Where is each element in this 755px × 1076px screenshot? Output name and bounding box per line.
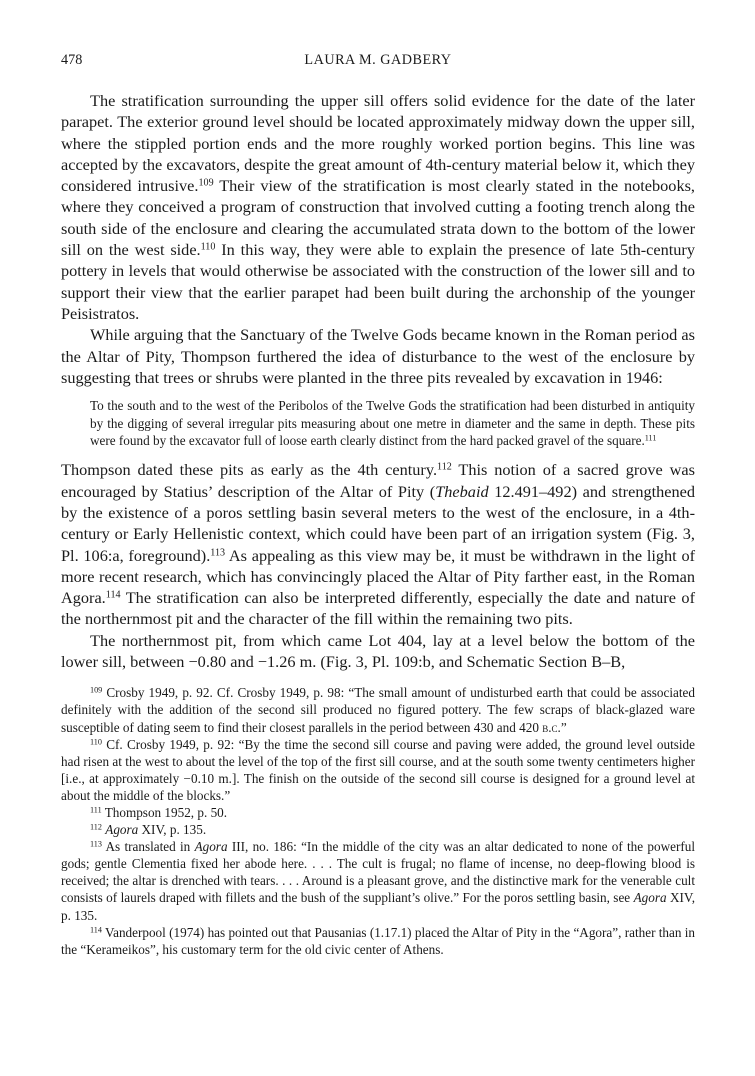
block-quote xyxy=(90,397,695,449)
footnote-112 xyxy=(61,821,695,838)
quote-text: To the south and to the west of the Peribolos of the Twelve Gods the stratification had been disturbed in antiquity by the digging of several irregular pits measuring about one metre in diameter and the same in depth. These pits were found by the excavator full of loose earth clearly distinct from the hard packed gravel of the square. xyxy=(90,398,695,448)
p3-text-b: This notion of a sacred grove was encouraged by Statius’ description of the Altar of Pity ( xyxy=(61,460,695,501)
footnote-text: Cf. Crosby 1949, p. 92: “By the time the second sill course and paving were added, the ground level outside had risen at the west to about the level of the top of the first sill course, and at the south some twenty centimeters higher [i.e., at approximately −0.10 m.]. The finish on the outside of the second sill course is designed for a ground level at about the middle of the blocks.” xyxy=(61,736,695,803)
footnote-text: XIV, p. 135. xyxy=(61,890,695,923)
footnote-110 xyxy=(61,736,695,804)
footnote-italic: Agora xyxy=(105,822,139,838)
page-number: 478 xyxy=(61,52,83,68)
running-head: LAURA M. GADBERY xyxy=(304,52,452,68)
p1-text-b: Their view of the stratification is most clearly stated in the notebooks, where they conceived a program of construction that involved cutting a footing trench along the south side of the enclosure and clearing the accumulated strata down to the bottom of the lower sill on the west side. xyxy=(61,176,695,260)
paragraph-4: The northernmost pit, from which came Lot 404, lay at a level below the bottom of the lower sill, between −0.80 and −1.26 m. (Fig. 3, Pl. 109:b, and Schematic Section B–B, xyxy=(61,630,695,672)
footnote-ref-109: 109 xyxy=(198,177,214,189)
p3-text-a: Thompson dated these pits as early as the 4th century. xyxy=(61,460,438,480)
footnote-ref-112: 112 xyxy=(437,461,452,473)
p3-text-d: As appealing as this view may be, it must be withdrawn in the light of more recent research, which has convincingly placed the Altar of Pity farther east, in the Roman Agora. xyxy=(61,545,696,608)
footnote-italic: Agora xyxy=(633,890,667,906)
footnote-ref-114: 114 xyxy=(105,589,121,601)
p1-text-a: The stratification surrounding the upper sill offers solid evidence for the date of the later parapet. The exterior ground level should be located approximately midway down the upper sill, where the stippled portion ends and the more roughly worked portion begins. This line was accepted by the excavators, despite the great amount of 4th-century material below it, which they considered intrusive. xyxy=(61,91,695,196)
footnote-113 xyxy=(61,838,695,923)
footnotes xyxy=(61,684,695,958)
footnote-number: 112 xyxy=(90,822,102,832)
footnote-number: 114 xyxy=(90,925,102,935)
p3-text-e: The stratification can also be interpreted differently, especially the date and nature of the northernmost pit and the character of the fill within the remaining two pits. xyxy=(61,588,695,629)
footnote-text: Crosby 1949, p. 92. Cf. Crosby 1949, p. 98: “The small amount of undisturbed earth that could be associated definitely with the addition of the second sill produced no figured pottery. The few scraps of black-glazed ware susceptible of dating seem to find their closest parallels in the period between 430 and 420 xyxy=(61,685,695,735)
p1-text-c: In this way, they were able to explain the presence of late 5th-century pottery in levels that would otherwise be associated with the construction of the lower sill and to support their view that the earlier parapet had been built during the archonship of the younger Peisistratos. xyxy=(61,240,695,323)
footnote-text: III, no. 186: “In the middle of the city was an altar dedicated to none of the powerful gods; gentle Clementia fixed her abode here. . . . The cult is frugal; no flame of incense, no deep-flowing blood is received; the altar is drenched with tears. . . . Around is a pleasant grove, and the distinctive mark for the venerable cult consists of laurels draped with fillets and the bush of the suppliant’s olive.” For the poros settling basin, see xyxy=(61,839,695,906)
footnote-ref-113: 113 xyxy=(210,547,226,559)
p3-text-c: 12.491–492) and strengthened by the existence of a poros settling basin several meters to the west of the enclosure, in a 4th-century or Early Hellenistic context, which could have been part of an irrigation system (Fig. 3, Pl. 106:a, foreground). xyxy=(61,481,695,565)
page xyxy=(0,52,755,1076)
p3-italic-thebaid: Thebaid xyxy=(435,481,489,501)
footnote-number: 111 xyxy=(90,805,102,815)
footnote-text: XIV, p. 135. xyxy=(138,822,207,838)
footnote-text: Thompson 1952, p. 50. xyxy=(101,805,228,820)
footnote-text: ” xyxy=(560,719,567,735)
footnote-italic: Agora xyxy=(194,839,228,855)
paragraph-2: While arguing that the Sanctuary of the Twelve Gods became known in the Roman period as the Altar of Pity, Thompson furthered the idea of disturbance to the west of the enclosure by suggesting that trees or shrubs were planted in the three pits revealed by excavation in 1946: xyxy=(61,325,695,387)
footnote-ref-110: 110 xyxy=(200,241,216,253)
footnote-109 xyxy=(61,684,695,735)
footnote-number: 110 xyxy=(90,737,102,747)
body-text xyxy=(61,90,695,672)
footnote-smallcaps: b.c. xyxy=(542,719,561,735)
footnote-text: As translated in xyxy=(101,839,195,855)
paragraph-1 xyxy=(61,90,695,324)
page-header xyxy=(61,52,695,76)
footnote-111 xyxy=(61,804,695,821)
footnote-ref-111: 111 xyxy=(644,433,657,443)
footnote-number: 113 xyxy=(90,839,102,849)
footnote-114 xyxy=(61,924,695,958)
footnote-text: Vanderpool (1974) has pointed out that Pausanias (1.17.1) placed the Altar of Pity in the “Agora”, rather than in the “Kerameikos”, his customary term for the old civic center of Athens. xyxy=(61,924,696,957)
footnote-number: 109 xyxy=(90,685,103,695)
paragraph-3 xyxy=(61,459,695,629)
